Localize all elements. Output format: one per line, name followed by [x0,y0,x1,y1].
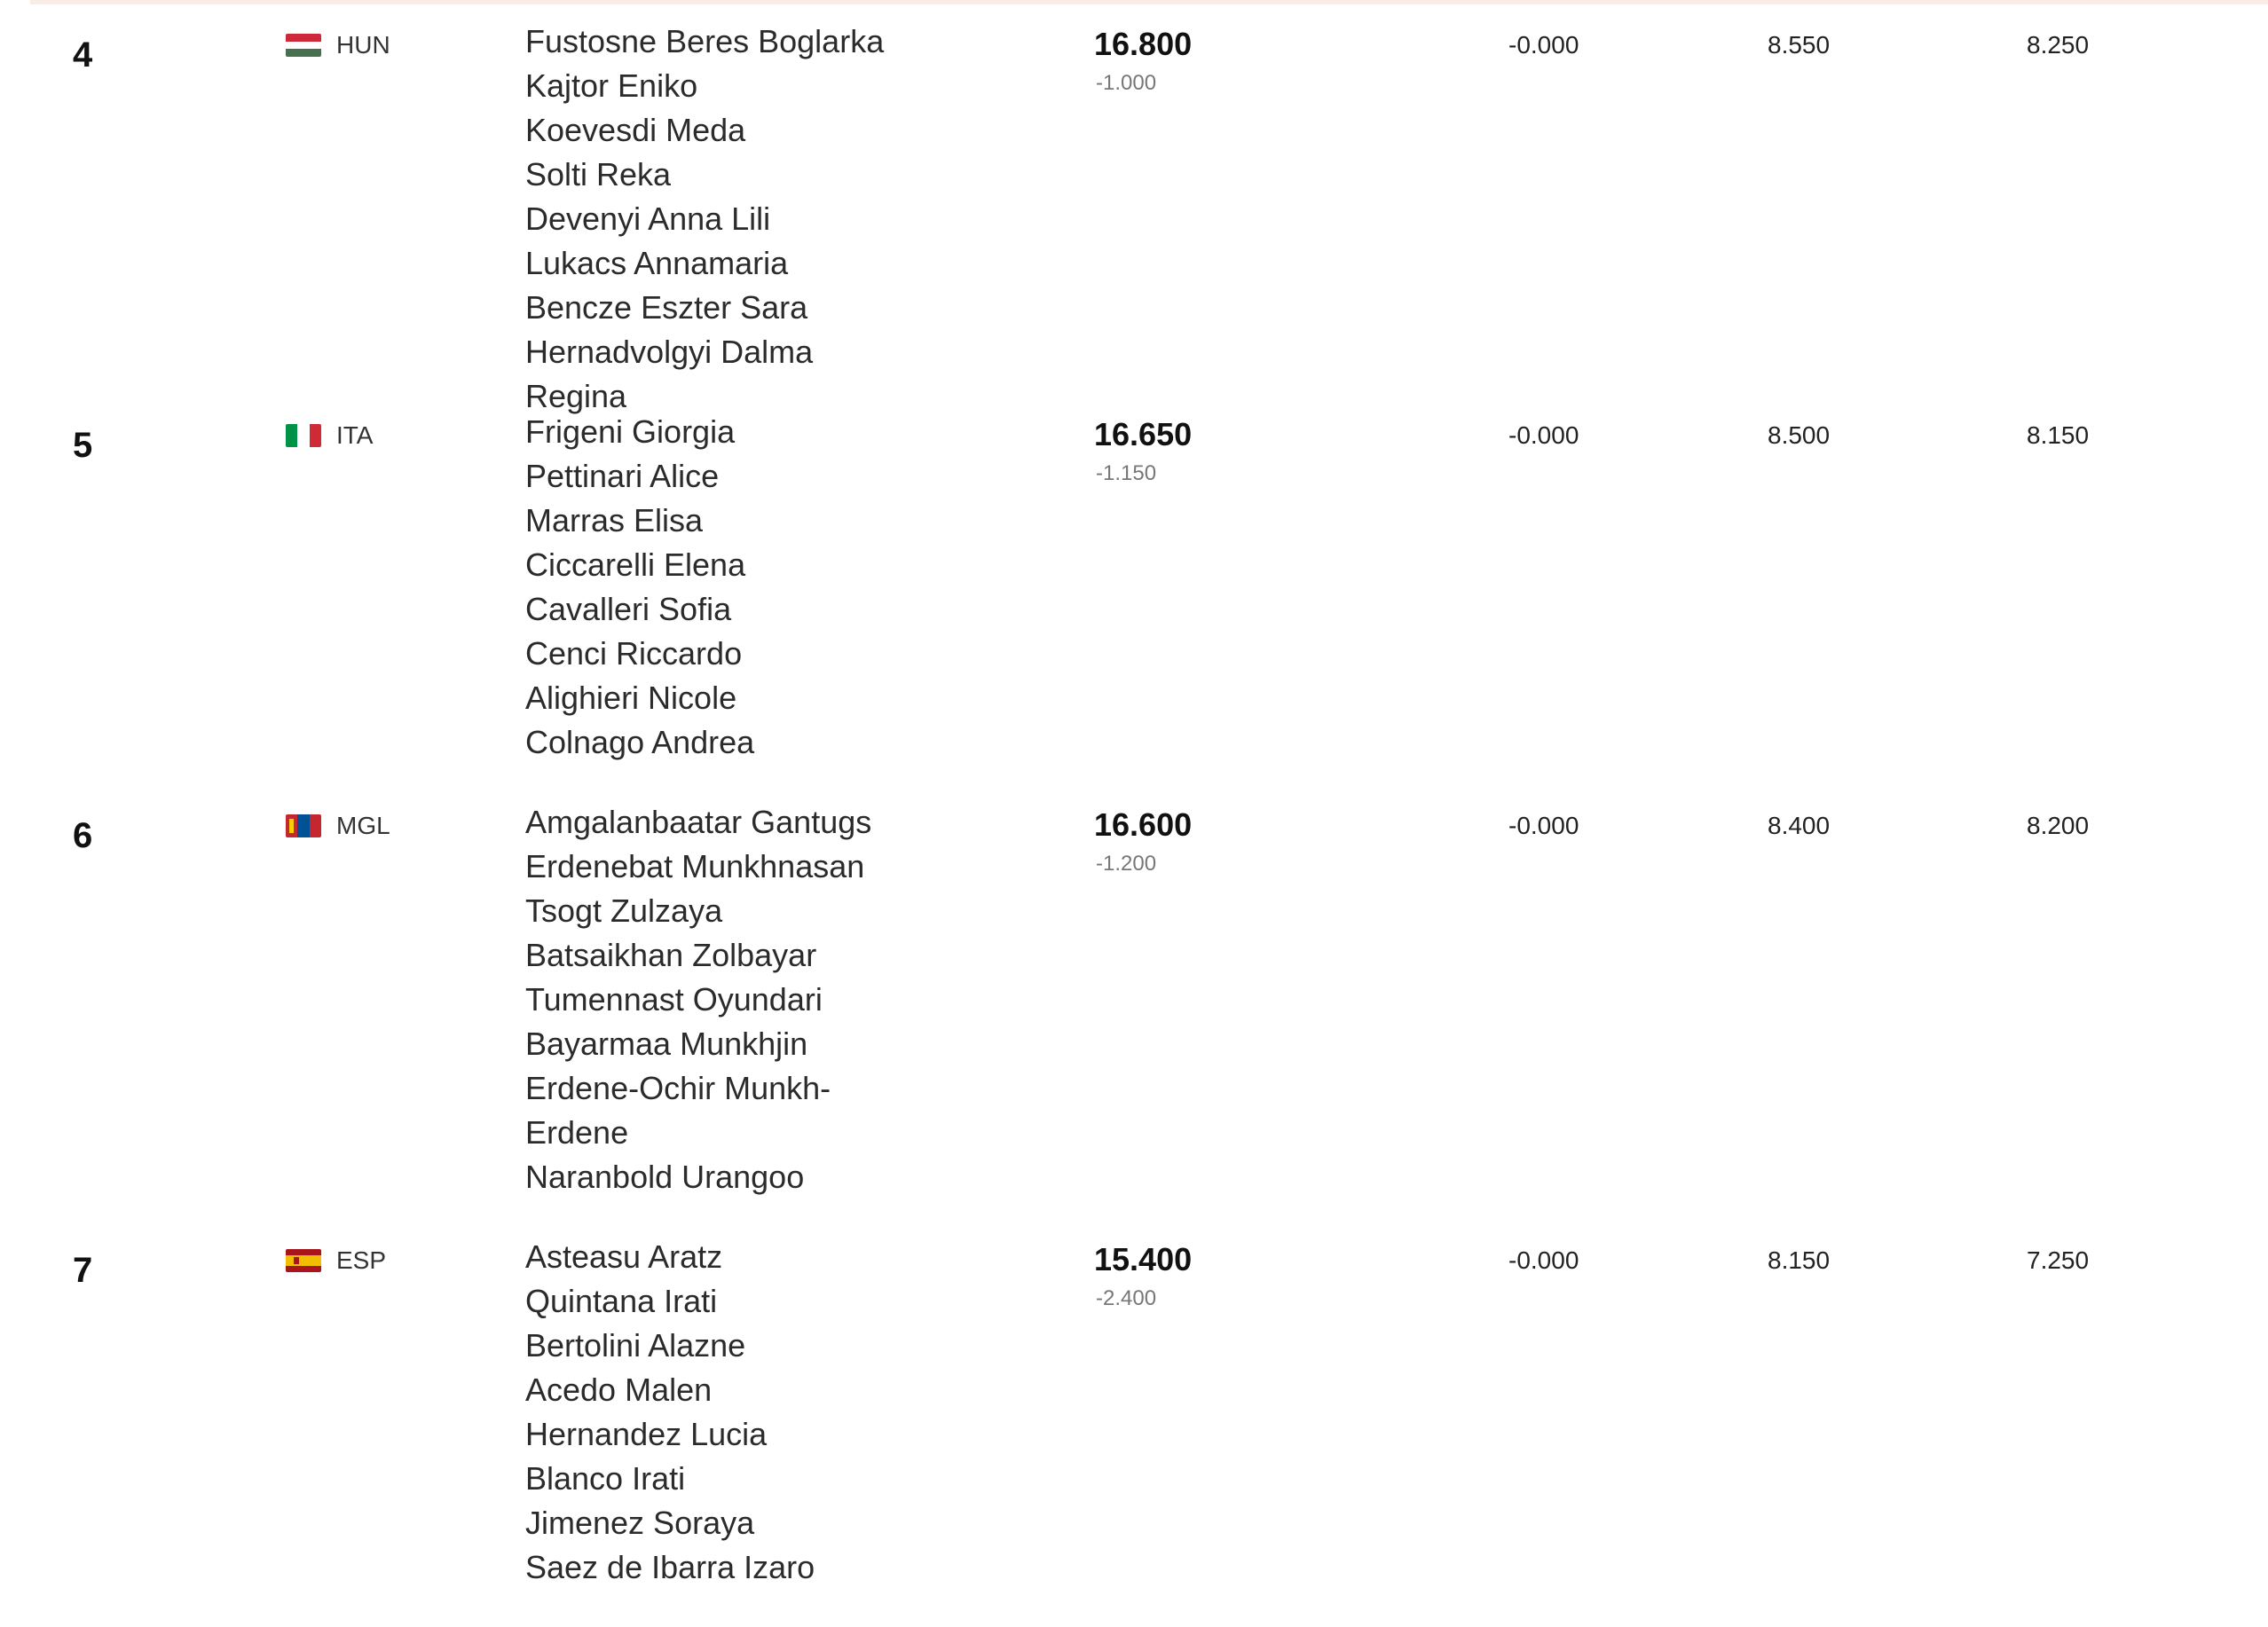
athlete-name[interactable]: Koevesdi Meda [525,112,746,148]
athlete-name[interactable]: Quintana Irati [525,1283,718,1319]
penalty-score: -0.000 [1508,1246,1579,1274]
rank: 5 [73,426,93,465]
athlete-name[interactable]: Acedo Malen [525,1372,713,1408]
country-cell [286,30,390,60]
athlete-name[interactable]: Pettinari Alice [525,458,720,494]
athlete-name[interactable]: Naranbold Urangoo [525,1159,805,1195]
rank: 6 [73,816,93,855]
athlete-list [525,800,916,1199]
country-code: ESP [336,1246,387,1274]
score-behind: -1.000 [1096,71,1157,95]
penalty-score: -0.000 [1508,812,1579,839]
execution-score: 8.500 [1768,421,1831,449]
athlete-name[interactable]: Fustosne Beres Boglarka [525,23,885,59]
athlete-name[interactable]: Devenyi Anna Lili [525,200,771,237]
country-code: MGL [336,812,390,839]
athlete-name[interactable]: Blanco Irati [525,1460,686,1497]
country-cell [286,421,373,451]
spain-flag-icon [286,1249,321,1272]
italy-flag-icon [286,424,321,447]
hungary-flag-icon [286,34,321,57]
difficulty-score: 8.200 [2027,812,2090,839]
athlete-name[interactable]: Kajtor Eniko [525,67,698,104]
penalty-score: -0.000 [1508,31,1579,59]
penalty-score: -0.000 [1508,421,1579,449]
athlete-name[interactable]: Saez de Ibarra Izaro [525,1549,815,1585]
total-score: 15.400 [1094,1241,1193,1277]
country-code: HUN [336,31,390,59]
athlete-name[interactable]: Alighieri Nicole [525,680,737,716]
total-score: 16.800 [1094,26,1193,62]
athlete-name[interactable]: Marras Elisa [525,502,704,538]
athlete-name[interactable]: Batsaikhan Zolbayar [525,937,817,973]
country-code: ITA [336,421,374,449]
athlete-name[interactable]: Hernadvolgyi Dalma Regina [525,334,814,414]
athlete-list [525,20,916,419]
athlete-name[interactable]: Jimenez Soraya [525,1505,755,1541]
execution-score: 8.550 [1768,31,1831,59]
difficulty-score: 7.250 [2027,1246,2090,1274]
athlete-name[interactable]: Ciccarelli Elena [525,546,746,583]
athlete-name[interactable]: Tumennast Oyundari [525,981,823,1018]
total-score: 16.600 [1094,806,1193,843]
score-behind: -1.200 [1096,852,1157,876]
total-score: 16.650 [1094,416,1193,452]
athlete-name[interactable]: Cenci Riccardo [525,635,743,672]
athlete-name[interactable]: Cavalleri Sofia [525,591,732,627]
difficulty-score: 8.250 [2027,31,2090,59]
athlete-name[interactable]: Erdenebat Munkhnasan [525,848,865,884]
athlete-name[interactable]: Asteasu Aratz [525,1238,723,1275]
athlete-name[interactable]: Hernandez Lucia [525,1416,768,1452]
athlete-name[interactable]: Tsogt Zulzaya [525,892,723,929]
athlete-list [525,410,916,765]
athlete-name[interactable]: Bayarmaa Munkhjin [525,1026,808,1062]
country-cell [286,1246,386,1276]
mongolia-flag-icon [286,814,321,837]
score-behind: -2.400 [1096,1286,1157,1310]
athlete-name[interactable]: Frigeni Giorgia [525,413,736,450]
athlete-list [525,1235,916,1590]
execution-score: 8.400 [1768,812,1831,839]
athlete-name[interactable]: Bencze Eszter Sara [525,289,808,326]
athlete-name[interactable]: Bertolini Alazne [525,1327,746,1364]
execution-score: 8.150 [1768,1246,1831,1274]
athlete-name[interactable]: Erdene-Ochir Munkh-Erdene [525,1070,831,1151]
country-cell [286,811,390,841]
athlete-name[interactable]: Amgalanbaatar Gantugs [525,804,872,840]
score-behind: -1.150 [1096,461,1157,485]
athlete-name[interactable]: Solti Reka [525,156,672,193]
difficulty-score: 8.150 [2027,421,2090,449]
athlete-name[interactable]: Colnago Andrea [525,724,755,760]
rank: 7 [73,1251,93,1290]
rank: 4 [73,35,93,75]
athlete-name[interactable]: Lukacs Annamaria [525,245,789,281]
